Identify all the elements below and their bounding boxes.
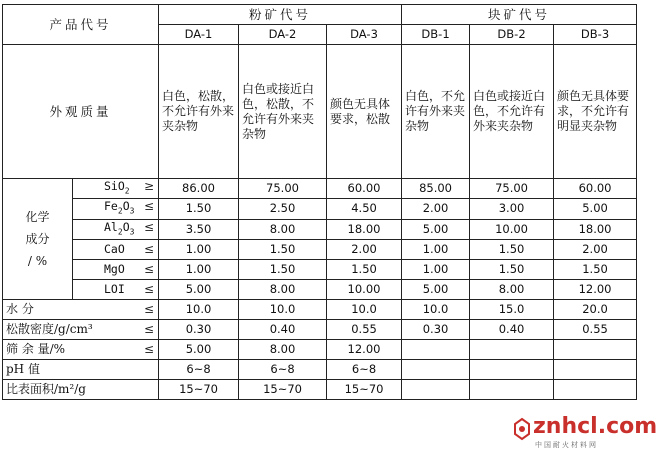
physical-value — [402, 339, 470, 359]
chemistry-value: 5.00 — [402, 279, 470, 299]
chemistry-value: 2.00 — [554, 239, 637, 259]
physical-value — [470, 359, 554, 379]
physical-label — [3, 319, 159, 339]
formula-base: LOI — [104, 281, 125, 296]
formula-base: MgO — [104, 261, 125, 276]
chemistry-value: 1.50 — [470, 239, 554, 259]
physical-value: 5.00 — [159, 339, 239, 359]
formula-subscript: 3 — [129, 226, 135, 236]
physical-value — [554, 339, 637, 359]
chemistry-value: 5.00 — [159, 279, 239, 299]
site-watermark — [513, 412, 657, 452]
chemistry-value: 8.00 — [239, 219, 327, 239]
watermark-text: znhcl.com — [533, 414, 657, 439]
physical-value — [402, 379, 470, 399]
physical-value — [470, 379, 554, 399]
comparison-operator: ≤ — [143, 261, 155, 276]
chemistry-value: 1.50 — [554, 259, 637, 279]
physical-value: 15~70 — [239, 379, 327, 399]
appearance-value: 白色或接近白色，松散，不允许有外来夹杂物 — [239, 45, 327, 179]
chemistry-value: 1.50 — [327, 259, 402, 279]
formula-subscript: 2 — [117, 226, 123, 236]
chemistry-value: 2.00 — [402, 199, 470, 219]
chemistry-value: 60.00 — [554, 179, 637, 199]
chemistry-value: 1.00 — [159, 239, 239, 259]
chemistry-row — [3, 259, 637, 279]
chemistry-value: 2.00 — [327, 239, 402, 259]
physical-value — [402, 359, 470, 379]
formula-base: CaO — [104, 241, 125, 256]
comparison-operator: ≤ — [143, 281, 155, 296]
physical-section — [3, 299, 637, 399]
physical-value: 0.55 — [554, 319, 637, 339]
code-cell: DA-3 — [327, 25, 402, 45]
chemistry-group-label-line: / % — [27, 253, 48, 268]
physical-value: 20.0 — [554, 299, 637, 319]
physical-value — [554, 359, 637, 379]
physical-value: 10.0 — [327, 299, 402, 319]
chemistry-item-name — [73, 279, 159, 299]
code-cell: DB-3 — [554, 25, 637, 45]
chemistry-value: 3.00 — [470, 199, 554, 219]
chemistry-value: 1.50 — [470, 259, 554, 279]
physical-label-text: 水 分 — [6, 301, 34, 316]
appearance-value: 颜色无具体要求，松散 — [327, 45, 402, 179]
watermark-logo-icon — [513, 418, 531, 440]
header-powder-group: 粉矿代号 — [159, 5, 402, 25]
physical-value: 6~8 — [159, 359, 239, 379]
code-cell: DB-2 — [470, 25, 554, 45]
physical-value: 15~70 — [159, 379, 239, 399]
formula-rest: O — [122, 199, 130, 214]
chemistry-value: 3.50 — [159, 219, 239, 239]
chemistry-section — [3, 179, 637, 300]
physical-value: 6~8 — [327, 359, 402, 379]
chemistry-value: 1.50 — [239, 259, 327, 279]
chemistry-value: 1.00 — [402, 239, 470, 259]
physical-row — [3, 339, 637, 359]
chemistry-row — [3, 279, 637, 299]
chemistry-value: 1.00 — [402, 259, 470, 279]
chemical-formula — [104, 220, 134, 234]
physical-value: 15~70 — [327, 379, 402, 399]
physical-value: 15.0 — [470, 299, 554, 319]
code-cell: DA-2 — [239, 25, 327, 45]
chemistry-value: 1.50 — [159, 199, 239, 219]
chemical-formula — [104, 179, 130, 196]
chemistry-value: 10.00 — [327, 279, 402, 299]
physical-label — [3, 379, 159, 399]
appearance-value: 白色，不允许有外来夹杂物 — [402, 45, 470, 179]
chemistry-item-name — [73, 259, 159, 279]
chemistry-value: 8.00 — [239, 279, 327, 299]
chemistry-value: 18.00 — [554, 219, 637, 239]
physical-label-text: 筛 余 量/% — [6, 341, 66, 356]
comparison-operator: ≤ — [143, 199, 155, 214]
appearance-value: 颜色无具体要求，不允许有明显夹杂物 — [554, 45, 637, 179]
physical-row — [3, 299, 637, 319]
physical-label — [3, 359, 159, 379]
comparison-operator: ≤ — [143, 321, 155, 336]
physical-row — [3, 359, 637, 379]
chemical-formula — [104, 282, 125, 296]
formula-base: SiO — [104, 179, 125, 193]
physical-row — [3, 379, 637, 399]
chemistry-value: 5.00 — [554, 199, 637, 219]
chemistry-value: 75.00 — [470, 179, 554, 199]
physical-value: 12.00 — [327, 339, 402, 359]
physical-row — [3, 319, 637, 339]
formula-base: Al — [104, 219, 118, 234]
code-cell: DA-1 — [159, 25, 239, 45]
chemistry-row — [3, 179, 637, 199]
chemistry-group-label — [3, 179, 73, 300]
appearance-label: 外观质量 — [3, 45, 159, 179]
formula-subscript: 2 — [124, 186, 130, 196]
code-cell: DB-1 — [402, 25, 470, 45]
physical-label-text: 比表面积/m²/g — [6, 381, 86, 396]
physical-value — [470, 339, 554, 359]
formula-rest: O — [122, 219, 130, 234]
comparison-operator: ≤ — [143, 241, 155, 256]
formula-subscript: 3 — [129, 206, 135, 216]
physical-value: 6~8 — [239, 359, 327, 379]
physical-value: 10.0 — [239, 299, 327, 319]
formula-base: Fe — [104, 199, 118, 214]
physical-value: 0.55 — [327, 319, 402, 339]
chemical-formula — [104, 262, 125, 276]
physical-label-text: 松散密度/g/cm³ — [6, 321, 93, 336]
physical-value: 0.40 — [239, 319, 327, 339]
chemistry-value: 1.00 — [159, 259, 239, 279]
chemistry-value: 2.50 — [239, 199, 327, 219]
physical-value: 0.30 — [402, 319, 470, 339]
chemical-formula — [104, 242, 125, 256]
chemistry-value: 5.00 — [402, 219, 470, 239]
comparison-operator: ≤ — [143, 219, 155, 234]
chemistry-value: 75.00 — [239, 179, 327, 199]
physical-value: 10.0 — [159, 299, 239, 319]
comparison-operator: ≤ — [143, 301, 155, 316]
chemistry-value: 60.00 — [327, 179, 402, 199]
chemistry-value: 85.00 — [402, 179, 470, 199]
comparison-operator: ≥ — [143, 179, 155, 193]
chemistry-value: 86.00 — [159, 179, 239, 199]
comparison-operator: ≤ — [143, 341, 155, 356]
physical-label — [3, 339, 159, 359]
chemistry-item-name — [73, 239, 159, 259]
chemistry-value: 8.00 — [470, 279, 554, 299]
formula-subscript: 2 — [117, 206, 123, 216]
physical-value: 0.30 — [159, 319, 239, 339]
watermark-subtext: 中国耐火材料网 — [535, 441, 598, 449]
chemistry-item-name — [73, 199, 159, 219]
chemistry-item-name — [73, 219, 159, 239]
chemistry-value: 12.00 — [554, 279, 637, 299]
physical-value: 0.40 — [470, 319, 554, 339]
header-product-code: 产品代号 — [3, 5, 159, 45]
chemistry-item-name — [73, 179, 159, 199]
chemistry-value: 4.50 — [327, 199, 402, 219]
appearance-value: 白色，松散，不允许有外来夹杂物 — [159, 45, 239, 179]
chemistry-group-label-line: 成分 — [25, 231, 50, 246]
chemistry-row — [3, 219, 637, 239]
header-lump-group: 块矿代号 — [402, 5, 637, 25]
chemistry-value: 1.50 — [239, 239, 327, 259]
chemistry-group-label-line: 化学 — [25, 209, 50, 224]
chemistry-row — [3, 239, 637, 259]
physical-value: 10.0 — [402, 299, 470, 319]
chemistry-value: 10.00 — [470, 219, 554, 239]
chemistry-row — [3, 199, 637, 219]
physical-value: 8.00 — [239, 339, 327, 359]
physical-label-text: pH 值 — [6, 361, 40, 376]
physical-label — [3, 299, 159, 319]
specification-table — [2, 4, 637, 400]
physical-value — [554, 379, 637, 399]
appearance-value: 白色或接近白色，不允许有外来夹杂物 — [470, 45, 554, 179]
chemistry-value: 18.00 — [327, 219, 402, 239]
chemical-formula — [104, 199, 135, 216]
